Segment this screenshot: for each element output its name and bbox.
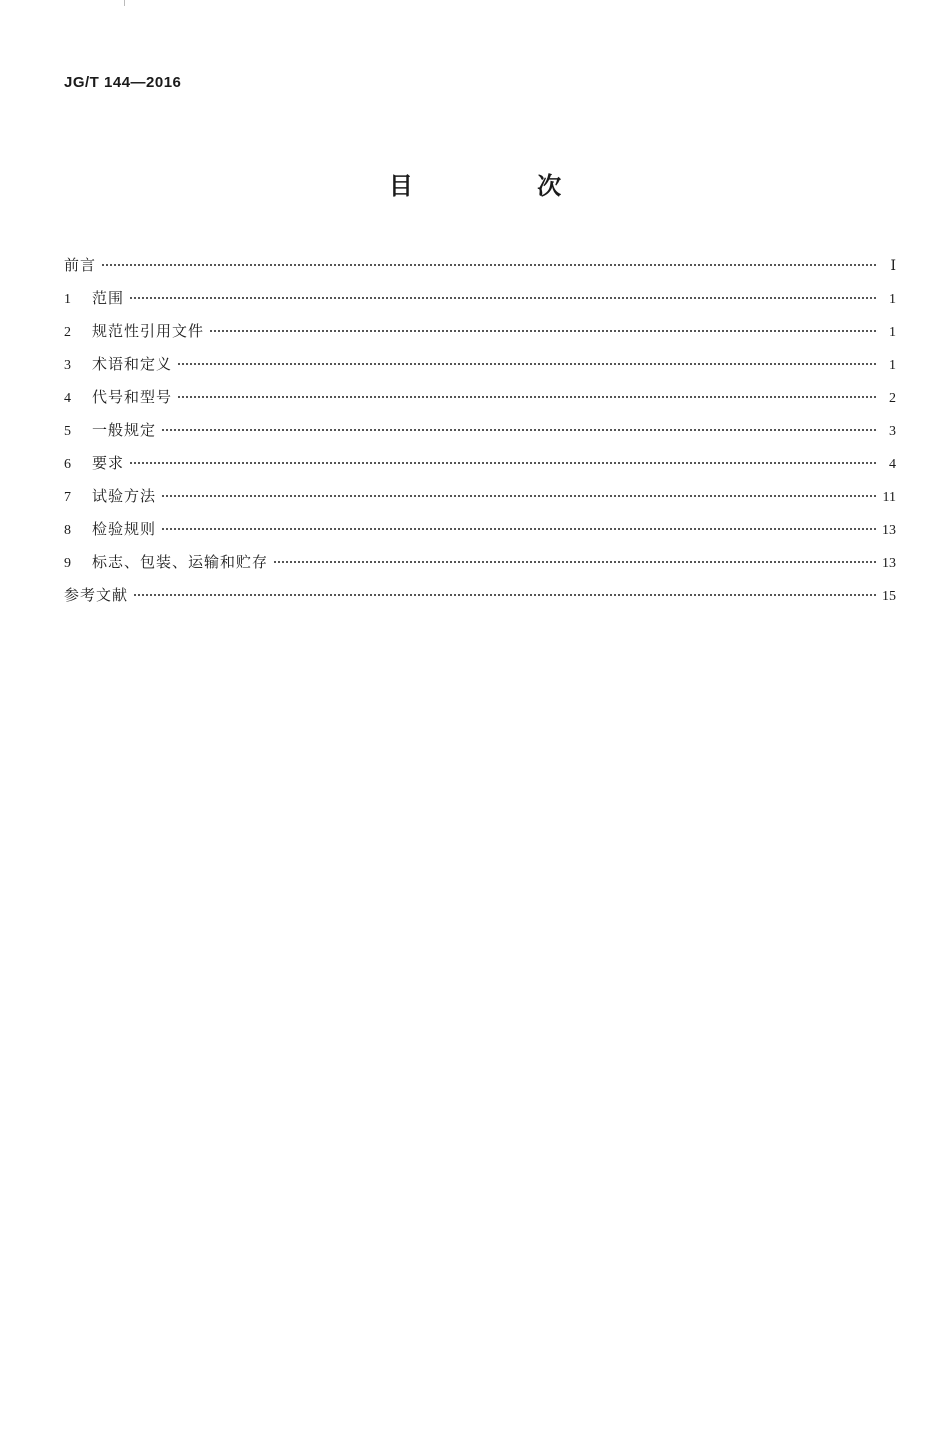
document-code: JG/T 144—2016 bbox=[64, 74, 182, 91]
toc-entry-scope[interactable] bbox=[64, 287, 896, 320]
toc-entry-number: 4 bbox=[64, 391, 71, 406]
toc-entry-number: 9 bbox=[64, 556, 71, 571]
toc-entry-page: 11 bbox=[882, 490, 896, 505]
toc-entry-marking-packaging[interactable] bbox=[64, 551, 896, 584]
toc-entry-page: 1 bbox=[889, 292, 896, 307]
toc-entry-foreword[interactable] bbox=[64, 254, 896, 287]
toc-entry-label: 参考文献 bbox=[64, 586, 129, 604]
toc-entry-test-methods[interactable] bbox=[64, 485, 896, 518]
toc-leader-dots bbox=[178, 362, 876, 365]
scan-artifact bbox=[124, 0, 125, 6]
toc-entry-terms[interactable] bbox=[64, 353, 896, 386]
toc-leader-dots bbox=[102, 263, 876, 266]
toc-entry-page: 1 bbox=[889, 325, 896, 340]
toc-entry-label: 术语和定义 bbox=[92, 355, 173, 373]
toc-entry-number: 8 bbox=[64, 523, 71, 538]
toc-entry-label: 规范性引用文件 bbox=[92, 322, 205, 340]
toc-entry-page: 3 bbox=[889, 424, 896, 439]
toc-leader-dots bbox=[130, 296, 876, 299]
toc-entry-number: 1 bbox=[64, 292, 71, 307]
toc-entry-normative-references[interactable] bbox=[64, 320, 896, 353]
toc-leader-dots bbox=[162, 527, 876, 530]
toc-leader-dots bbox=[162, 428, 876, 431]
table-of-contents bbox=[64, 254, 896, 617]
toc-entry-number: 5 bbox=[64, 424, 71, 439]
toc-entry-number: 6 bbox=[64, 457, 71, 472]
toc-leader-dots bbox=[162, 494, 876, 497]
toc-leader-dots bbox=[134, 593, 876, 596]
toc-entry-page: 1 bbox=[889, 358, 896, 373]
toc-entry-page: 2 bbox=[889, 391, 896, 406]
toc-entry-page: 15 bbox=[882, 589, 896, 604]
toc-entry-number: 7 bbox=[64, 490, 71, 505]
toc-entry-page: 13 bbox=[882, 556, 896, 571]
toc-entry-page: 4 bbox=[889, 457, 896, 472]
toc-leader-dots bbox=[274, 560, 876, 563]
toc-entry-page: 13 bbox=[882, 523, 896, 538]
toc-entry-label: 要求 bbox=[92, 454, 125, 472]
toc-leader-dots bbox=[178, 395, 876, 398]
toc-entry-label: 前言 bbox=[64, 256, 97, 274]
toc-entry-page: Ⅰ bbox=[890, 259, 896, 274]
toc-entry-label: 标志、包装、运输和贮存 bbox=[92, 553, 269, 571]
toc-entry-label: 试验方法 bbox=[92, 487, 157, 505]
toc-entry-requirements[interactable] bbox=[64, 452, 896, 485]
toc-entry-label: 一般规定 bbox=[92, 421, 157, 439]
toc-leader-dots bbox=[210, 329, 876, 332]
toc-entry-inspection-rules[interactable] bbox=[64, 518, 896, 551]
toc-entry-number: 2 bbox=[64, 325, 71, 340]
toc-leader-dots bbox=[130, 461, 876, 464]
page-title: 目 次 bbox=[388, 172, 620, 200]
toc-entry-codes-models[interactable] bbox=[64, 386, 896, 419]
toc-entry-general-provisions[interactable] bbox=[64, 419, 896, 452]
toc-entry-label: 检验规则 bbox=[92, 520, 157, 538]
toc-entry-bibliography[interactable] bbox=[64, 584, 896, 617]
toc-entry-label: 范围 bbox=[92, 289, 125, 307]
toc-entry-number: 3 bbox=[64, 358, 71, 373]
toc-entry-label: 代号和型号 bbox=[92, 388, 173, 406]
